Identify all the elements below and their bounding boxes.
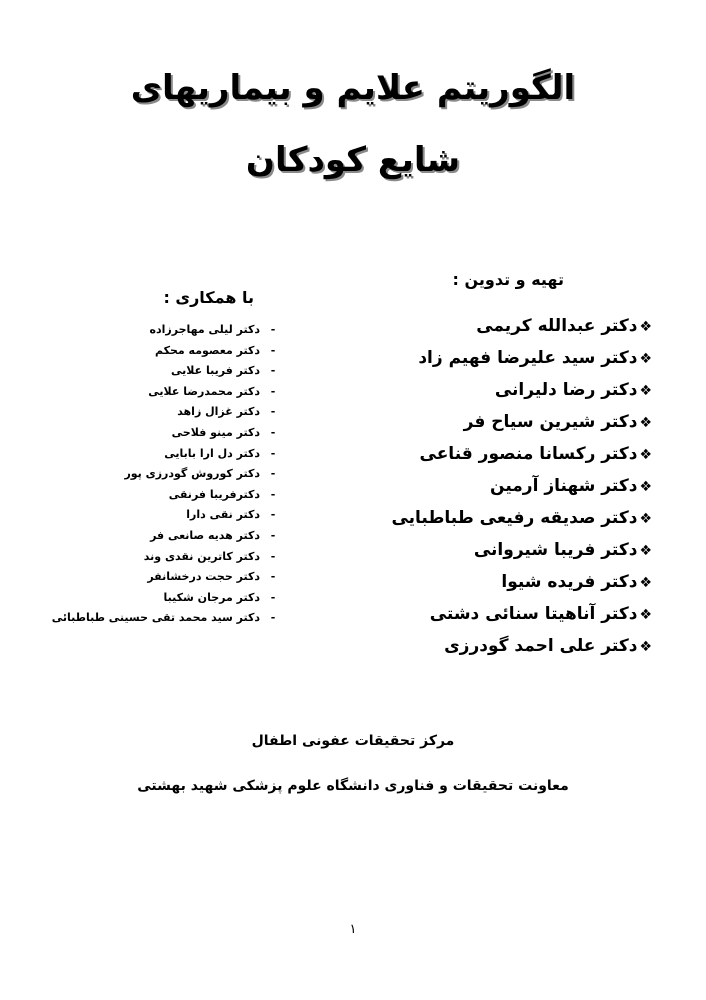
diamond-bullet-icon: ❖ (639, 447, 652, 463)
diamond-bullet-icon: ❖ (639, 319, 652, 335)
author-name: دکتر علی احمد گودرزی (444, 636, 638, 656)
dash-marker: - (270, 446, 276, 460)
dash-marker: - (270, 425, 276, 439)
collaborator-name: دکتر نقی دارا (186, 508, 260, 522)
author-name: دکتر آناهیتا سنائی دشتی (429, 604, 638, 624)
author-name: دکتر صدیقه رفیعی طباطبایی (391, 508, 638, 528)
collaborator-item (0, 588, 286, 609)
collaborators-list (0, 320, 286, 629)
diamond-bullet-icon: ❖ (639, 543, 652, 559)
diamond-bullet-icon: ❖ (639, 639, 652, 655)
dash-marker: - (270, 508, 276, 522)
author-item (352, 374, 652, 406)
collaborator-name: دکتر سید محمد تقی حسینی طباطبائی (51, 611, 260, 625)
dash-marker: - (270, 323, 276, 336)
author-name: دکتر عبدالله کریمی (476, 316, 638, 336)
document-title-line-1: الگوریتم علایم و بیماریهای (130, 68, 576, 108)
author-item (352, 470, 652, 502)
author-name: دکتر شیرین سیاح فر (463, 412, 638, 432)
author-name: دکتر فریده شیوا (501, 572, 638, 592)
research-center-name: مرکز تحقیقات عفونی اطفال (251, 733, 455, 749)
collaborator-item (0, 608, 286, 629)
collaborator-name: دکتر مرجان شکیبا (163, 590, 260, 604)
author-name: دکتر فریبا شیروانی (473, 540, 638, 560)
dash-marker: - (270, 364, 276, 378)
dash-marker: - (270, 590, 276, 604)
dash-marker: - (270, 405, 276, 419)
author-item (352, 566, 652, 598)
author-name: دکتر سید علیرضا فهیم زاد (418, 348, 638, 368)
author-name: دکتر شهناز آرمین (490, 476, 638, 496)
diamond-bullet-icon: ❖ (639, 607, 652, 623)
dash-marker: - (270, 467, 276, 481)
dash-marker: - (270, 528, 276, 542)
dash-marker: - (270, 549, 276, 563)
authors-label: تهیه و تدوین : (452, 270, 564, 289)
collaborator-name: دکتر محمدرضا علایی (148, 384, 260, 398)
author-item (352, 406, 652, 438)
author-item (352, 310, 652, 342)
author-item (352, 630, 652, 662)
collaborator-name: دکتر لیلی مهاجرزاده (149, 323, 260, 336)
collaborator-item (0, 341, 286, 362)
diamond-bullet-icon: ❖ (639, 511, 652, 527)
collaborator-name: دکتر دل ارا بابایی (164, 446, 260, 460)
diamond-bullet-icon: ❖ (639, 351, 652, 367)
collaborator-name: دکتر مینو فلاحی (171, 425, 260, 439)
collaborator-item (0, 485, 286, 506)
diamond-bullet-icon: ❖ (639, 415, 652, 431)
dash-marker: - (270, 611, 276, 625)
collaborator-name: دکتر هدیه صانعی فر (150, 528, 260, 542)
collaborator-name: دکتر کاترین نقدی وند (143, 549, 260, 563)
author-item (352, 502, 652, 534)
dash-marker: - (270, 343, 276, 357)
collaborator-name: دکتر معصومه محکم (154, 343, 260, 357)
collaborators-label: با همکاری : (163, 288, 254, 307)
collaborator-item (0, 361, 286, 382)
collaborator-item (0, 423, 286, 444)
collaborator-item (0, 382, 286, 403)
dash-marker: - (270, 384, 276, 398)
collaborator-item (0, 505, 286, 526)
university-vice-chancellery: معاونت تحقیقات و فناوری دانشگاه علوم پزشکی شهید بهشتی (137, 778, 569, 794)
dash-marker: - (270, 487, 276, 501)
author-item (352, 598, 652, 630)
collaborator-name: دکتر حجت درخشانفر (147, 570, 260, 584)
page-number: ١ (349, 922, 357, 937)
collaborator-name: دکترفریبا فرنقی (168, 487, 260, 501)
author-item (352, 342, 652, 374)
collaborator-name: دکتر فریبا علایی (171, 364, 260, 378)
authors-list (352, 310, 652, 662)
author-name: دکتر رکسانا منصور قناعی (419, 444, 638, 464)
author-item (352, 438, 652, 470)
author-item (352, 534, 652, 566)
diamond-bullet-icon: ❖ (639, 479, 652, 495)
collaborator-name: دکتر کوروش گودرزی پور (124, 467, 260, 481)
document-title-line-2: شایع کودکان (245, 140, 461, 180)
diamond-bullet-icon: ❖ (639, 383, 652, 399)
dash-marker: - (270, 570, 276, 584)
author-name: دکتر رضا دلیرانی (494, 380, 638, 400)
collaborator-item (0, 320, 286, 341)
collaborator-item (0, 444, 286, 465)
collaborator-item (0, 402, 286, 423)
collaborator-item (0, 547, 286, 568)
collaborator-item (0, 526, 286, 547)
diamond-bullet-icon: ❖ (639, 575, 652, 591)
collaborator-name: دکتر غزال زاهد (177, 405, 260, 419)
collaborator-item (0, 567, 286, 588)
collaborator-item (0, 464, 286, 485)
